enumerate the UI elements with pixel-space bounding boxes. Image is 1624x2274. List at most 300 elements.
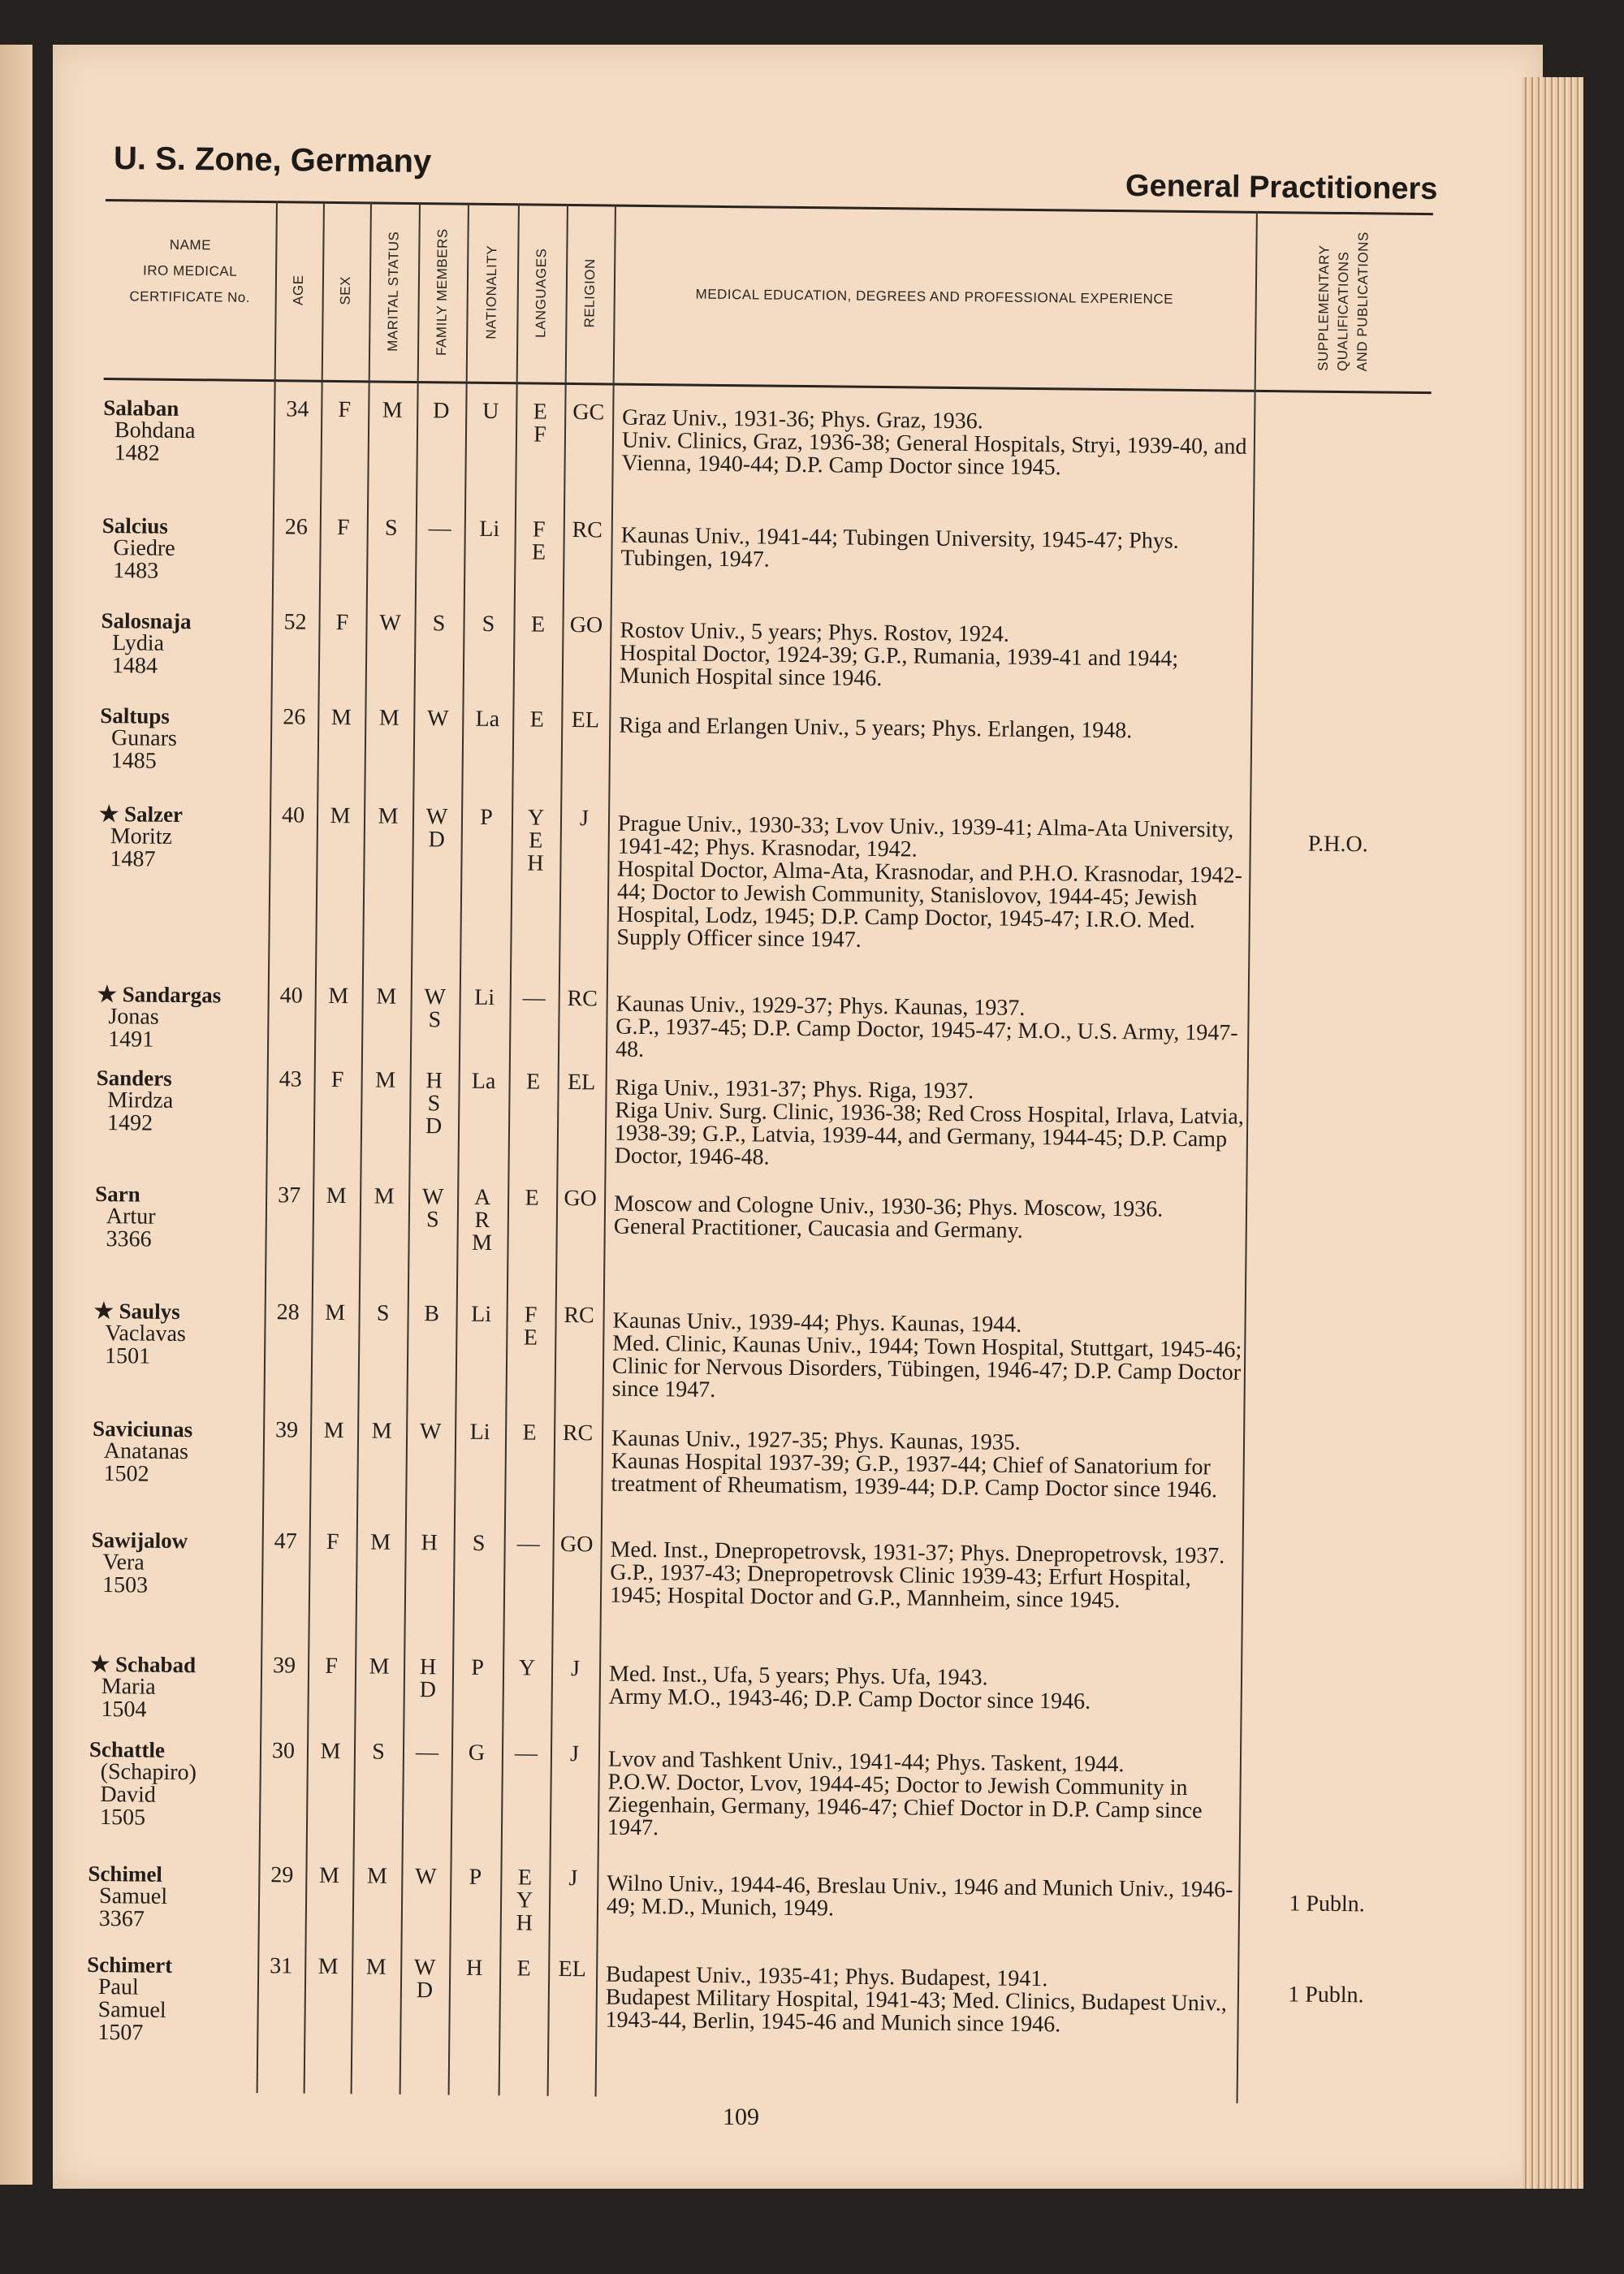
- marital-value: M: [371, 1418, 392, 1444]
- sex-cell: [314, 1066, 361, 1093]
- age-value: 40: [281, 802, 305, 828]
- languages-cell: [513, 613, 562, 637]
- col-divider: [400, 202, 421, 2095]
- practitioners-table: [86, 199, 1433, 2105]
- education-cell: [606, 993, 1248, 1068]
- education-paragraph: Riga and Erlangen Univ., 5 years; Phys. Erlangen, 1948.: [619, 712, 1133, 744]
- table-row: [101, 607, 1429, 692]
- languages-value: E: [516, 1956, 531, 1982]
- table-row: [103, 395, 1431, 481]
- religion-cell: [564, 401, 612, 425]
- education-paragraph: G.P., 1937-43; Dnepropetrovsk Clinic 1939-43; Erfurt Hospital, 1945; Hospital Doctor and G.P., Mannheim, since 1945.: [609, 1559, 1191, 1614]
- religion-value: GC: [572, 400, 605, 426]
- nationality-cell: [452, 1654, 503, 1680]
- marital-cell: [358, 1302, 407, 1325]
- religion-value: J: [568, 1865, 578, 1891]
- page-number: 109: [723, 2103, 759, 2130]
- languages-value: E: [523, 1325, 538, 1351]
- marital-cell: [352, 1865, 401, 1888]
- education-paragraph: G.P., 1937-45; D.P. Camp Doctor, 1945-47; M.O., U.S. Army, 1947-48.: [615, 1014, 1238, 1063]
- doctor-given-name: Samuel: [97, 1997, 166, 2023]
- doctor-surname: Schimel: [88, 1861, 163, 1887]
- marital-value: S: [384, 515, 398, 541]
- marital-cell: [368, 399, 417, 422]
- nationality-cell: [454, 1530, 504, 1556]
- name-cell: [93, 1299, 265, 1369]
- certificate-number: 3366: [106, 1226, 152, 1252]
- religion-value: EL: [558, 1956, 586, 1982]
- star-marker-icon: ★: [98, 801, 125, 827]
- age-cell: [266, 1184, 313, 1208]
- religion-cell: [553, 1533, 601, 1557]
- languages-value: E: [525, 1185, 539, 1211]
- doctor-surname: Sawijalow: [91, 1527, 188, 1554]
- marital-cell: [356, 1531, 405, 1554]
- languages-cell: [511, 806, 560, 875]
- age-value: 26: [284, 514, 308, 540]
- header-sex: SEX: [337, 276, 354, 305]
- languages-value: E: [531, 539, 546, 565]
- nationality-value: Li: [474, 984, 495, 1011]
- supplementary-cell: [1241, 1683, 1418, 1684]
- table-row: [87, 1952, 1415, 2046]
- education-paragraph: General Practitioner, Caucasia and Germany.: [613, 1213, 1023, 1243]
- header-nationality: NATIONALITY: [483, 245, 500, 339]
- certificate-number: 1492: [106, 1110, 153, 1136]
- name-cell: [100, 704, 271, 774]
- supplementary-cell: 1 Publn.: [1288, 1982, 1364, 2008]
- age-value: 29: [270, 1862, 294, 1888]
- languages-value: F: [524, 1302, 538, 1328]
- nationality-cell: [450, 1866, 500, 1890]
- marital-value: M: [382, 397, 403, 423]
- col-divider: [351, 201, 372, 2094]
- doctor-given-name: Jonas: [108, 1004, 159, 1030]
- table-row: [89, 1736, 1417, 1841]
- age-cell: [263, 1419, 310, 1442]
- education-paragraph: Rostov Univ., 5 years; Phys. Rostov, 1924.: [620, 617, 1009, 647]
- sex-cell: [307, 1740, 354, 1764]
- table-row: [97, 981, 1425, 1063]
- supplementary-cell: [1251, 639, 1428, 641]
- religion-value: GO: [569, 612, 603, 638]
- religion-value: EL: [567, 1070, 596, 1096]
- header-certificate-no: CERTIFICATE No.: [129, 288, 251, 305]
- education-cell: [609, 712, 1250, 744]
- family-value: W: [424, 984, 447, 1010]
- languages-value: Y: [527, 805, 545, 831]
- education-paragraph: Med. Inst., Ufa, 5 years; Phys. Ufa, 1943.: [608, 1661, 988, 1691]
- nationality-value: Li: [471, 1301, 492, 1328]
- languages-value: H: [516, 1910, 533, 1936]
- col-divider: [304, 201, 325, 2094]
- marital-cell: [360, 1185, 408, 1208]
- family-cell: [410, 986, 460, 1032]
- header-marital-status: MARITAL STATUS: [385, 231, 402, 352]
- age-cell: [261, 1654, 308, 1678]
- certificate-number: 1505: [99, 1805, 146, 1831]
- age-value: 39: [272, 1653, 296, 1679]
- education-cell: [607, 813, 1250, 956]
- doctor-given-name: Paul: [97, 1974, 139, 2000]
- header-name-column: [103, 199, 276, 412]
- family-value: D: [419, 1677, 437, 1703]
- languages-value: Y: [518, 1655, 536, 1681]
- sex-cell: [320, 517, 367, 540]
- sex-cell: [317, 802, 364, 829]
- nationality-value: La: [471, 1068, 496, 1095]
- doctor-given-name: Vaclavas: [105, 1321, 187, 1347]
- family-value: W: [415, 1864, 437, 1890]
- star-marker-icon: ★: [93, 1298, 119, 1324]
- sex-value: M: [330, 704, 352, 731]
- family-value: S: [432, 611, 446, 637]
- supplementary-cell: [1254, 426, 1431, 428]
- languages-cell: [508, 1187, 556, 1210]
- nationality-cell: [458, 1070, 508, 1094]
- marital-cell: [357, 1420, 406, 1443]
- religion-value: RC: [567, 986, 598, 1012]
- table-row: [88, 1861, 1416, 1936]
- sex-value: M: [330, 802, 351, 829]
- supplementary-cell: [1253, 544, 1430, 546]
- page-stack-edge: [1522, 77, 1583, 2189]
- nationality-cell: [461, 806, 512, 830]
- supplementary-cell: [1246, 1213, 1423, 1214]
- education-cell: [595, 1963, 1237, 2038]
- marital-value: M: [374, 1183, 395, 1209]
- doctor-surname: Salosnaja: [101, 607, 192, 634]
- header-languages: LANGUAGES: [533, 248, 550, 338]
- marital-value: S: [376, 1300, 390, 1326]
- languages-cell: [514, 518, 564, 564]
- age-value: 37: [278, 1182, 301, 1208]
- education-paragraph: Kaunas Univ., 1927-35; Phys. Kaunas, 1935.: [611, 1425, 1021, 1455]
- nationality-cell: [460, 984, 510, 1011]
- marital-cell: [367, 517, 416, 540]
- education-paragraph: Kaunas Hospital 1937-39; G.P., 1937-44; Chief of Sanatorium for treatment of Rheumatism, 1939-44; D.P. Camp Doctor since 1946.: [611, 1448, 1218, 1503]
- age-cell: [260, 1740, 307, 1763]
- nationality-value: S: [472, 1530, 486, 1556]
- facing-page-edge: [0, 45, 32, 2185]
- religion-value: GO: [564, 1185, 598, 1212]
- sex-cell: [309, 1528, 356, 1555]
- education-cell: [604, 1192, 1246, 1244]
- languages-value: —: [522, 985, 546, 1011]
- languages-cell: [516, 400, 565, 447]
- table-row: [102, 512, 1430, 584]
- languages-value: —: [514, 1740, 538, 1766]
- education-paragraph: Hospital Doctor, Alma-Ata, Krasnodar, and P.H.O. Krasnodar, 1942-44; Doctor to Jewish Community, Stanislovov, 1944-45; Jewish Hospital, Lodz, 1945; D.P. Camp Doctor, 1945-47; I.R.O. Med. Supply Officer since 1947.: [616, 856, 1243, 953]
- col-divider: [257, 201, 278, 2093]
- education-cell: [598, 1748, 1240, 1845]
- col-divider: [547, 204, 568, 2096]
- family-value: W: [426, 706, 449, 732]
- education-paragraph: Budapest Univ., 1935-41; Phys. Budapest, 1941.: [605, 1961, 1048, 1992]
- age-value: 47: [274, 1528, 297, 1554]
- languages-value: F: [532, 517, 546, 543]
- marital-value: S: [372, 1739, 385, 1765]
- doctor-given-name: Samuel: [98, 1883, 168, 1909]
- education-paragraph: P.O.W. Doctor, Lvov, 1944-45; Doctor to Jewish Community in Ziegenhain, Germany, 1946-47; Chief Doctor in D.P. Camp since 1947.: [607, 1769, 1203, 1841]
- nationality-value: S: [482, 611, 495, 638]
- name-cell: [89, 1738, 260, 1831]
- marital-cell: [364, 805, 412, 828]
- family-cell: [413, 707, 462, 731]
- table-row: [93, 1298, 1422, 1403]
- marital-cell: [354, 1740, 403, 1764]
- header-supp-line2: QUALIFICATIONS: [1334, 251, 1352, 372]
- age-value: 40: [279, 983, 303, 1009]
- table-row: [98, 801, 1427, 953]
- sex-value: M: [320, 1738, 341, 1765]
- nationality-cell: [455, 1421, 505, 1445]
- religion-value: GO: [559, 1531, 594, 1558]
- age-value: 52: [283, 609, 307, 635]
- doctor-surname: Schimert: [87, 1952, 173, 1978]
- languages-value: E: [529, 707, 545, 733]
- family-cell: [404, 1656, 453, 1702]
- header-age: AGE: [290, 275, 307, 306]
- certificate-number: 1502: [103, 1461, 149, 1487]
- sex-cell: [318, 612, 365, 635]
- nationality-cell: [465, 400, 516, 424]
- name-cell: [98, 802, 270, 872]
- nationality-value: P: [480, 804, 493, 831]
- education-paragraph: Lvov and Tashkent Univ., 1941-44; Phys. Taskent, 1944.: [607, 1746, 1125, 1778]
- family-value: S: [427, 1091, 441, 1117]
- family-value: W: [425, 804, 448, 830]
- doctor-given-name: David: [100, 1782, 157, 1808]
- religion-cell: [556, 1187, 604, 1211]
- doctor-given-name: Moritz: [110, 824, 173, 850]
- education-paragraph: Prague Univ., 1930-33; Lvov Univ., 1939-41; Alma-Ata University, 1941-42; Phys. Krasnodar, 1942.: [617, 811, 1234, 862]
- col-divider: [499, 203, 520, 2095]
- religion-cell: [562, 614, 610, 638]
- certificate-number: 1507: [97, 2020, 144, 2046]
- name-cell: [86, 1953, 257, 2046]
- header-supp-line1: SUPPLEMENTARY: [1315, 244, 1332, 371]
- marital-value: M: [370, 1529, 391, 1555]
- education-paragraph: Graz Univ., 1931-36; Phys. Graz, 1936.: [622, 404, 983, 434]
- family-value: —: [428, 516, 451, 542]
- nationality-value: P: [469, 1864, 482, 1890]
- name-cell: [103, 396, 274, 466]
- nationality-value: G: [468, 1740, 486, 1766]
- marital-value: M: [378, 705, 400, 731]
- nationality-value: R: [474, 1207, 490, 1234]
- education-paragraph: Kaunas Univ., 1941-44; Tubingen University, 1945-47; Phys. Tubingen, 1947.: [620, 522, 1179, 573]
- doctor-given-name: Artur: [106, 1204, 156, 1230]
- religion-value: EL: [571, 707, 600, 733]
- doctor-surname: Salaban: [103, 395, 179, 421]
- marital-cell: [352, 1956, 400, 1979]
- family-cell: [407, 1303, 456, 1326]
- doctor-given-name: Gunars: [110, 725, 178, 751]
- religion-cell: [560, 807, 608, 831]
- languages-value: E: [530, 612, 546, 638]
- age-cell: [270, 804, 317, 828]
- supplementary-cell: 1 Publn.: [1289, 1891, 1365, 1917]
- religion-cell: [561, 709, 609, 733]
- family-value: S: [425, 1207, 439, 1233]
- doctor-surname: Sandargas: [122, 982, 222, 1008]
- age-cell: [265, 1301, 312, 1325]
- education-cell: [610, 617, 1252, 694]
- family-cell: [403, 1741, 451, 1765]
- sex-value: M: [326, 1182, 347, 1209]
- marital-cell: [362, 985, 411, 1009]
- family-value: W: [421, 1184, 444, 1210]
- religion-value: RC: [562, 1420, 594, 1446]
- family-cell: [409, 1070, 459, 1139]
- certificate-number: 3367: [98, 1906, 145, 1932]
- age-value: 26: [283, 704, 306, 730]
- age-cell: [271, 611, 318, 634]
- education-paragraph: Kaunas Univ., 1929-37; Phys. Kaunas, 1937.: [615, 991, 1026, 1021]
- header-education: MEDICAL EDUCATION, DEGREES AND PROFESSIONAL EXPERIENCE: [695, 286, 1174, 307]
- nationality-cell: [464, 518, 515, 542]
- age-value: 39: [274, 1417, 299, 1443]
- certificate-number: 1503: [102, 1572, 149, 1598]
- certificate-number: 1487: [110, 846, 156, 872]
- religion-cell: [555, 1304, 603, 1328]
- languages-value: E: [529, 828, 543, 854]
- doctor-surname: Schabad: [114, 1652, 197, 1678]
- family-cell: [417, 400, 465, 423]
- family-value: S: [428, 1007, 442, 1033]
- languages-cell: [504, 1533, 553, 1556]
- languages-value: —: [516, 1531, 540, 1557]
- languages-cell: [499, 1957, 548, 1981]
- family-cell: [406, 1420, 455, 1444]
- sex-cell: [310, 1417, 357, 1444]
- family-value: D: [433, 398, 450, 424]
- name-cell: [96, 1066, 267, 1136]
- name-cell: [92, 1417, 263, 1487]
- education-cell: [605, 1074, 1247, 1174]
- age-cell: [270, 706, 317, 729]
- age-value: 30: [271, 1738, 296, 1764]
- sex-cell: [317, 704, 365, 731]
- family-value: H: [425, 1068, 443, 1094]
- supplementary-cell: [1240, 1768, 1417, 1770]
- sex-value: F: [338, 397, 352, 423]
- religion-cell: [551, 1743, 598, 1766]
- family-value: H: [421, 1530, 438, 1556]
- marital-value: M: [369, 1654, 390, 1680]
- table-row: [95, 1181, 1423, 1256]
- age-cell: [258, 1864, 305, 1887]
- star-marker-icon: ★: [97, 981, 123, 1007]
- education-cell: [600, 1538, 1242, 1613]
- running-head-section: General Practitioners: [1125, 168, 1438, 207]
- family-value: D: [428, 827, 446, 853]
- doctor-surname: Salzer: [123, 802, 184, 828]
- doctor-surname: Salcius: [102, 512, 168, 538]
- languages-cell: [510, 987, 559, 1010]
- education-paragraph: Hospital Doctor, 1924-39; G.P., Rumania, 1939-41 and 1944; Munich Hospital since 1946.: [619, 640, 1179, 692]
- religion-value: RC: [564, 1302, 594, 1329]
- doctor-surname: Schattle: [89, 1736, 166, 1762]
- supplementary-cell: [1250, 734, 1427, 736]
- marital-value: W: [379, 610, 401, 636]
- nationality-value: Li: [479, 516, 500, 543]
- education-cell: [611, 522, 1253, 577]
- name-cell: [91, 1528, 262, 1598]
- name-cell: [97, 983, 268, 1053]
- languages-value: E: [517, 1865, 533, 1891]
- family-value: W: [413, 1955, 436, 1981]
- doctor-surname: Sanders: [96, 1065, 172, 1091]
- languages-cell: [506, 1303, 555, 1350]
- nationality-cell: [451, 1742, 502, 1766]
- education-paragraph: Army M.O., 1943-46; D.P. Camp Doctor since 1946.: [608, 1684, 1091, 1714]
- certificate-number: 1484: [111, 653, 158, 679]
- education-cell: [611, 404, 1254, 482]
- education-paragraph: Univ. Clinics, Graz, 1936-38; General Hospitals, Stryi, 1939-40, and Vienna, 1940-44; D.P. Camp Doctor since 1945.: [621, 427, 1247, 481]
- name-cell: [89, 1653, 261, 1723]
- nationality-cell: [463, 613, 513, 637]
- table-row: [92, 1416, 1420, 1503]
- education-cell: [601, 1427, 1243, 1502]
- header-supplementary: [1255, 211, 1433, 391]
- doctor-given-name: Giedre: [113, 535, 175, 561]
- sex-value: F: [336, 515, 350, 541]
- doctor-given-name: Vera: [102, 1550, 145, 1576]
- languages-cell: [500, 1866, 550, 1935]
- star-marker-icon: ★: [89, 1651, 116, 1677]
- sex-value: F: [326, 1528, 339, 1555]
- header-certificate: IRO MEDICAL: [142, 262, 238, 279]
- religion-value: J: [579, 806, 590, 832]
- nationality-value: La: [475, 706, 500, 733]
- religion-value: J: [569, 1741, 580, 1767]
- religion-cell: [557, 1071, 605, 1095]
- family-value: D: [416, 1978, 434, 2004]
- doctor-given-name: Bohdana: [114, 417, 196, 444]
- religion-value: RC: [572, 517, 603, 543]
- sex-value: M: [325, 1299, 346, 1326]
- languages-value: E: [533, 399, 547, 425]
- sex-value: M: [317, 1953, 339, 1980]
- table-row: [96, 1065, 1424, 1170]
- marital-cell: [365, 707, 413, 730]
- sex-value: F: [335, 610, 349, 636]
- certificate-number: 1501: [104, 1343, 151, 1369]
- nationality-value: A: [473, 1184, 491, 1211]
- marital-value: M: [375, 1067, 396, 1093]
- sex-value: M: [318, 1862, 340, 1889]
- family-value: —: [415, 1740, 439, 1766]
- age-cell: [273, 516, 320, 539]
- religion-cell: [564, 519, 611, 543]
- marital-cell: [365, 612, 414, 635]
- education-cell: [599, 1662, 1242, 1714]
- age-value: 43: [279, 1066, 302, 1092]
- family-value: D: [425, 1113, 443, 1139]
- sex-cell: [321, 399, 368, 422]
- name-cell: [102, 514, 273, 584]
- languages-value: E: [525, 1069, 541, 1095]
- col-divider: [448, 203, 469, 2095]
- nationality-value: P: [471, 1654, 485, 1680]
- supplementary-cell: [1248, 1013, 1425, 1014]
- running-head-zone: U. S. Zone, Germany: [113, 140, 432, 180]
- family-cell: [412, 806, 462, 852]
- nationality-value: H: [465, 1955, 483, 1981]
- languages-value: Y: [516, 1887, 533, 1913]
